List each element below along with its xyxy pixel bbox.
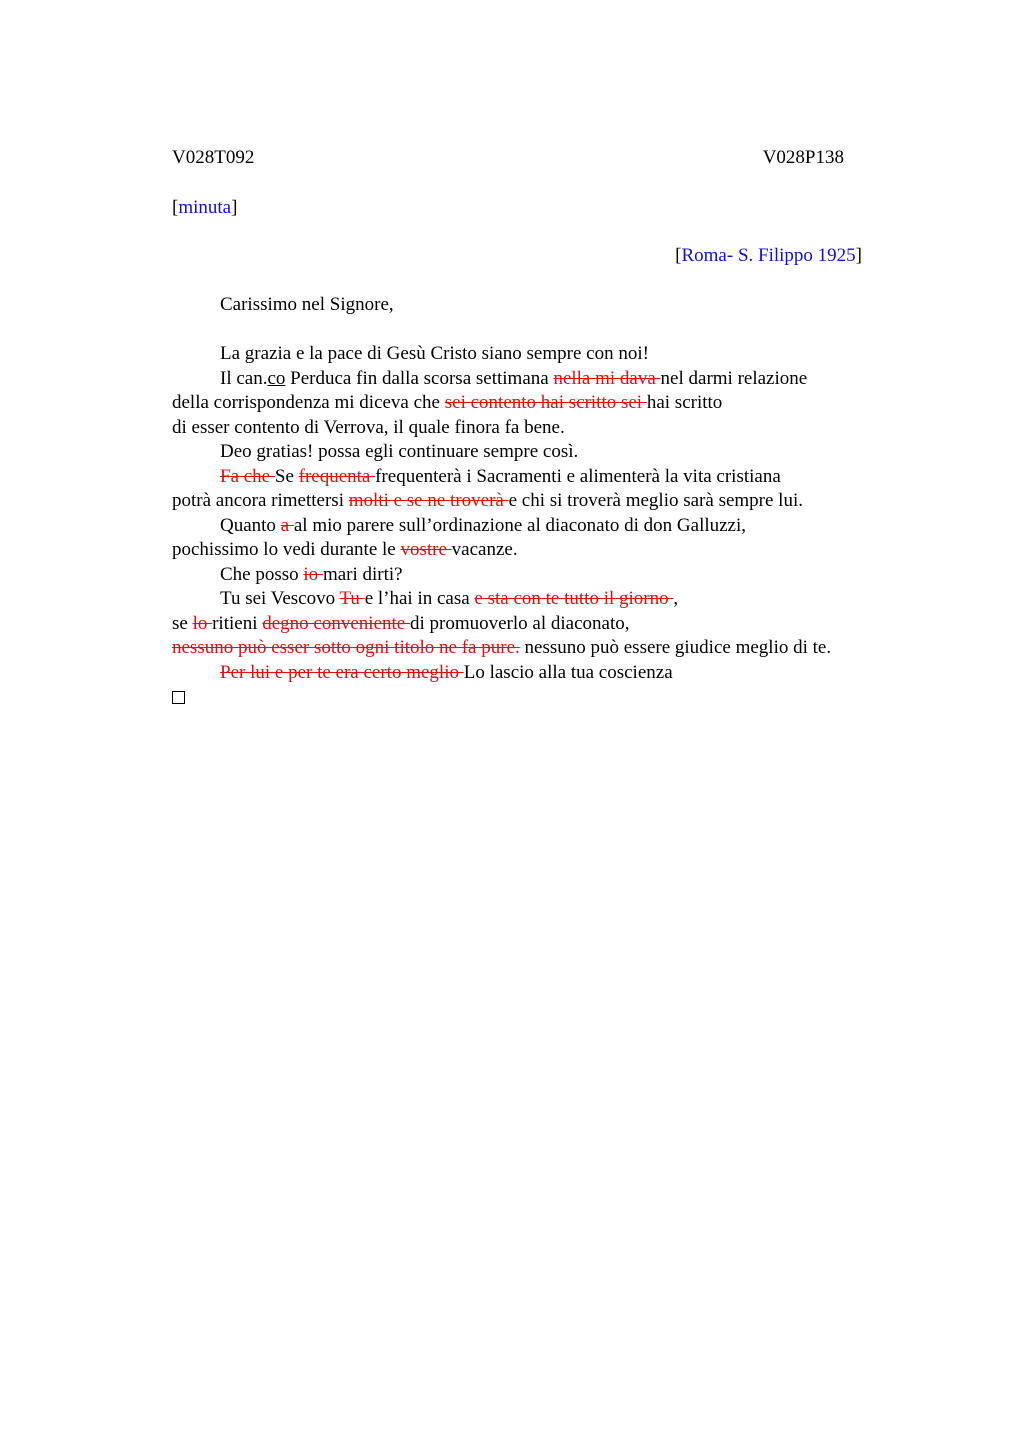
line-text: Quanto bbox=[220, 514, 281, 536]
document-code-right: V028P138 bbox=[762, 147, 844, 168]
line-text: frequenterà i Sacramenti e alimenterà la vita cristiana bbox=[375, 465, 781, 487]
place-date-text: Roma- S. Filippo 1925 bbox=[681, 245, 856, 266]
line-text: ritieni bbox=[212, 612, 263, 634]
deleted-text: sei contento hai scritto sei bbox=[444, 392, 647, 413]
letter-line bbox=[172, 514, 932, 539]
line-text: al mio parere sull’ordinazione al diaconato di don Galluzzi, bbox=[293, 514, 747, 536]
bracket-open: [ bbox=[172, 197, 179, 218]
end-mark-square-icon bbox=[172, 691, 185, 704]
line-text: Che posso bbox=[220, 563, 304, 585]
letter-line bbox=[172, 563, 932, 588]
line-text: mari dirti? bbox=[322, 563, 403, 585]
letter-line bbox=[172, 661, 932, 686]
salutation: Carissimo nel Signore, bbox=[220, 294, 394, 315]
line-text: potrà ancora rimettersi bbox=[172, 490, 349, 511]
bracket-close: ] bbox=[231, 197, 238, 218]
line-text: di esser contento di Verrova, il quale finora fa bene. bbox=[172, 416, 565, 438]
deleted-text: molti e se ne troverà bbox=[348, 490, 509, 511]
line-text: nel darmi relazione bbox=[660, 367, 808, 389]
letter-line bbox=[172, 587, 932, 612]
line-text: Deo gratias! possa egli continuare sempre così. bbox=[220, 441, 579, 462]
letter-line bbox=[172, 465, 932, 490]
bracket-open: [ bbox=[675, 245, 682, 266]
deleted-text: Tu bbox=[339, 588, 365, 609]
document-code-left: V028T092 bbox=[172, 147, 255, 168]
deleted-text: nessuno può esser sotto ogni titolo ne fa pure. bbox=[172, 637, 520, 658]
bracket-close: ] bbox=[855, 245, 862, 266]
line-text: e chi si troverà meglio sarà sempre lui. bbox=[508, 490, 803, 511]
place-date bbox=[675, 244, 862, 268]
line-text: di promuoverlo al diaconato, bbox=[409, 612, 630, 634]
draft-note bbox=[172, 196, 237, 220]
letter-line bbox=[172, 489, 932, 514]
line-text: Il can. bbox=[220, 367, 268, 389]
line-text: Se bbox=[274, 465, 299, 487]
deleted-text: frequenta bbox=[298, 465, 376, 487]
deleted-text: io bbox=[303, 563, 323, 585]
line-text: vacanze. bbox=[451, 539, 518, 560]
line-text: La grazia e la pace di Gesù Cristo siano sempre con noi! bbox=[220, 343, 649, 364]
letter-line bbox=[172, 636, 932, 661]
line-text: e l’hai in casa bbox=[364, 588, 475, 609]
letter-line bbox=[172, 440, 932, 465]
letter-line bbox=[172, 538, 932, 563]
deleted-text: e sta con te tutto il giorno bbox=[474, 588, 674, 609]
deleted-text: degno conveniente bbox=[262, 612, 410, 634]
line-text: Lo lascio alla tua coscienza bbox=[463, 661, 673, 683]
line-text: della corrispondenza mi diceva che bbox=[172, 392, 445, 413]
letter-line bbox=[172, 612, 932, 637]
line-text: Perduca fin dalla scorsa settimana bbox=[285, 367, 554, 389]
letter-line bbox=[172, 391, 932, 416]
deleted-text: a bbox=[280, 514, 294, 536]
line-text: , bbox=[673, 588, 679, 609]
letter-line bbox=[172, 416, 932, 441]
line-text: nessuno può essere giudice meglio di te. bbox=[519, 637, 832, 658]
deleted-text: lo bbox=[192, 612, 213, 634]
deleted-text: Per lui e per te era certo meglio bbox=[220, 661, 464, 683]
line-text: se bbox=[172, 612, 193, 634]
deleted-text: Fa che bbox=[220, 465, 275, 487]
letter-line bbox=[172, 342, 932, 367]
deleted-text: vostre bbox=[400, 539, 452, 560]
draft-note-text: minuta bbox=[178, 197, 232, 218]
line-text: pochissimo lo vedi durante le bbox=[172, 539, 401, 560]
abbreviation-text: co bbox=[267, 367, 286, 389]
deleted-text: nella mi dava bbox=[553, 367, 661, 389]
letter-line bbox=[172, 367, 932, 392]
letter-body bbox=[172, 342, 932, 704]
line-text: hai scritto bbox=[646, 392, 723, 413]
line-text: Tu sei Vescovo bbox=[220, 588, 340, 609]
